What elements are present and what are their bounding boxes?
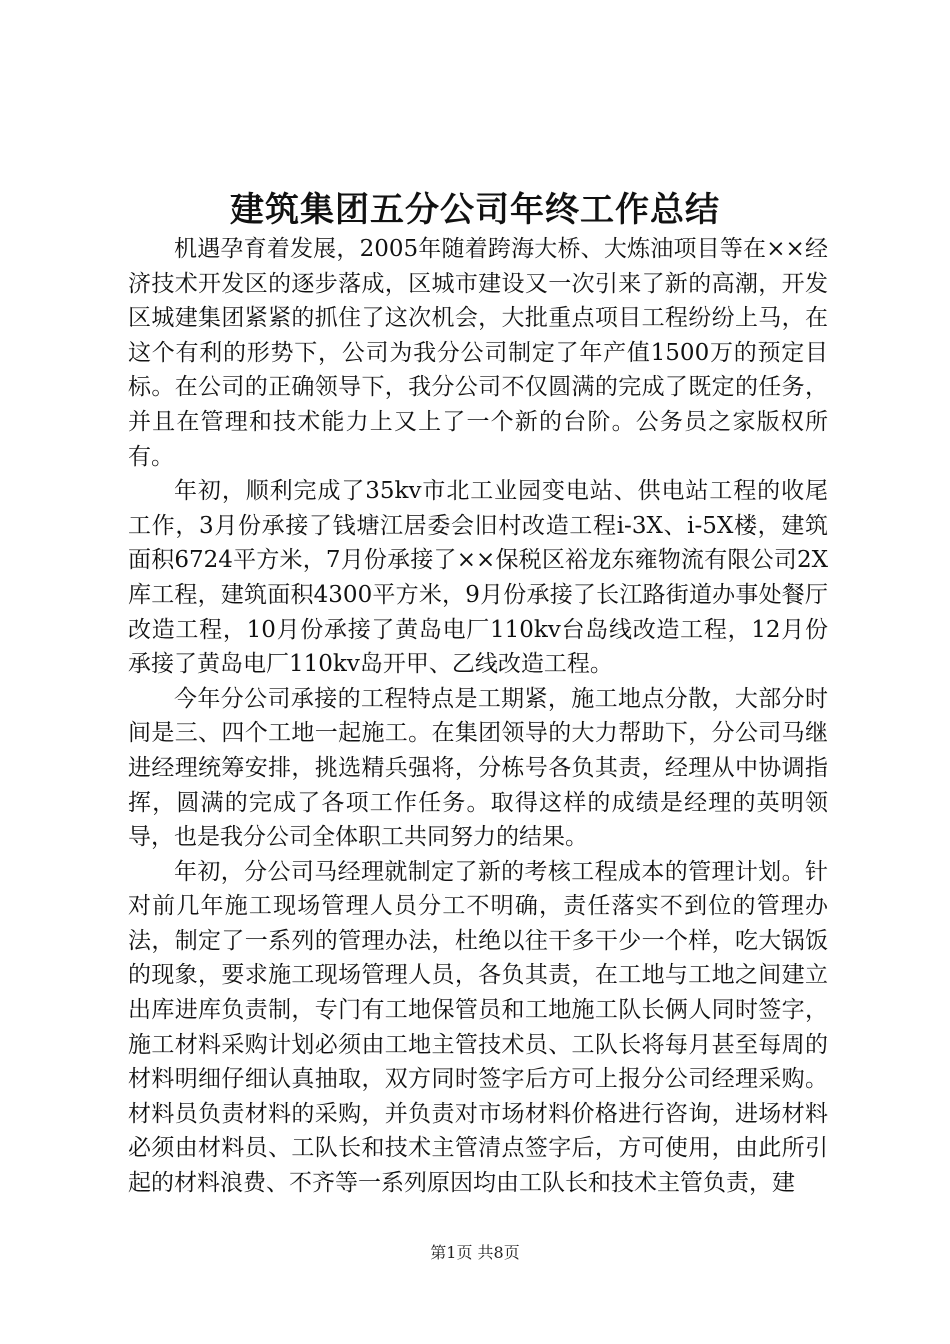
document-body	[128, 232, 828, 1201]
paragraph-4: 年初，分公司马经理就制定了新的考核工程成本的管理计划。针对前几年施工现场管理人员分工不明确，责任落实不到位的管理办法，制定了一系列的管理办法，杜绝以往干多干少一个样，吃大锅饭的现象，要求施工现场管理人员，各负其责，在工地与工地之间建立出库进库负责制，专门有工地保管员和工地施工队长俩人同时签字，施工材料采购计划必须由工地主管技术员、工队长将每月甚至每周的材料明细仔细认真抽取，双方同时签字后方可上报分公司经理采购。材料员负责材料的采购，并负责对市场材料价格进行咨询，进场材料必须由材料员、工队长和技术主管清点签字后，方可使用，由此所引起的材料浪费、不齐等一系列原因均由工队长和技术主管负责，建	[128, 858, 828, 1197]
document-title: 建筑集团五分公司年终工作总结	[230, 190, 720, 230]
paragraph-2: 年初，顺利完成了35kv市北工业园变电站、供电站工程的收尾工作，3月份承接了钱塘江居委会旧村改造工程i-3X、i-5X楼，建筑面积6724平方米，7月份承接了××保税区裕龙东雍物流有限公司2X库工程，建筑面积4300平方米，9月份承接了长江路街道办事处餐厅改造工程，10月份承接了黄岛电厂110kv台岛线改造工程，12月份承接了黄岛电厂110kv岛开甲、乙线改造工程。	[128, 478, 828, 678]
paragraph-1: 机遇孕育着发展，2005年随着跨海大桥、大炼油项目等在××经济技术开发区的逐步落成，区城市建设又一次引来了新的高潮，开发区城建集团紧紧的抓住了这次机会，大批重点项目工程纷纷上马，在这个有利的形势下，公司为我分公司制定了年产值1500万的预定目标。在公司的正确领导下，我分公司不仅圆满的完成了既定的任务，并且在管理和技术能力上又上了一个新的台阶。公务员之家版权所有。	[128, 236, 828, 470]
paragraph-3: 今年分公司承接的工程特点是工期紧，施工地点分散，大部分时间是三、四个工地一起施工。在集团领导的大力帮助下，分公司马继进经理统筹安排，挑选精兵强将，分栋号各负其责，经理从中协调指挥，圆满的完成了各项工作任务。取得这样的成绩是经理的英明领导，也是我分公司全体职工共同努力的结果。	[128, 685, 828, 851]
page-number-footer: 第1页 共8页	[430, 1243, 520, 1262]
